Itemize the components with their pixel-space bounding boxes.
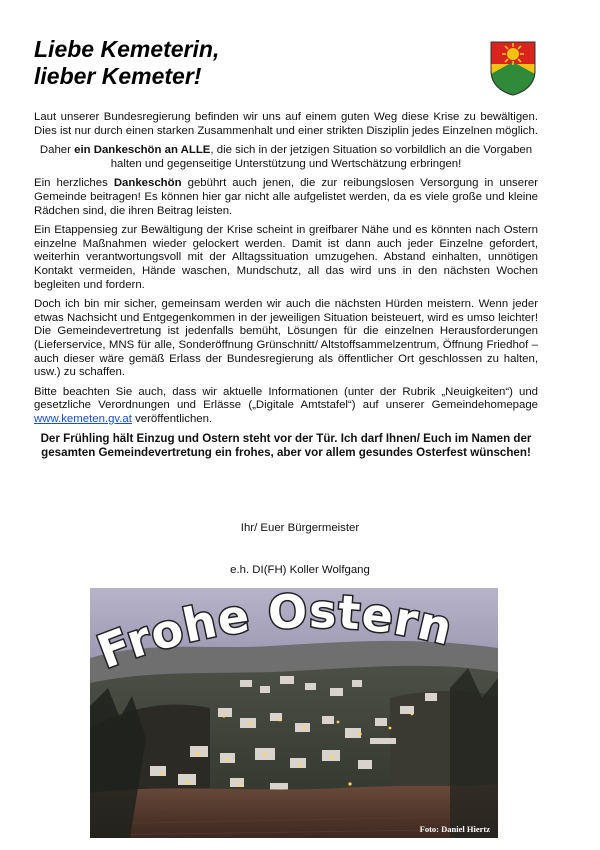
paragraph-2	[34, 144, 538, 171]
frohe-ostern-overlay: Frohe Ostern	[90, 588, 459, 680]
easter-greeting: Der Frühling hält Einzug und Ostern steht vor der Tür. Ich darf Ihnen/ Euch im Namen der gesamten Gemeindevertretung ein frohes, aber vor allem gesundes Osterfest wünschen!	[40, 432, 532, 460]
paragraph-3-intro: Ein herzliches	[34, 177, 114, 190]
municipal-coat-of-arms-icon	[489, 40, 537, 96]
heading-line-2: lieber Kemeter!	[34, 63, 202, 89]
paragraph-2-emphasis: ein Dankeschön an ALLE	[74, 144, 211, 157]
paragraph-3	[34, 177, 538, 218]
homepage-link[interactable]: www.kemeten.gv.at	[34, 412, 132, 425]
paragraph-2-rest: , die sich in der jetzigen Situation so vorbildlich an die Vorgaben halten und gegenseitige Unterstützung und Wertschätzung erbringen!	[110, 144, 533, 170]
photo-credit: Foto: Daniel Hiertz	[419, 824, 490, 834]
paragraph-6	[34, 386, 538, 427]
village-photo	[90, 588, 498, 838]
paragraph-5: Doch ich bin mir sicher, gemeinsam werden wir auch die nächsten Hürden meistern. Wenn jeder etwas Nachsicht und Entgegenkommen in der jeweiligen Situation beisteuert, wird es umso leichter! Die Gemeindevertretung ist jedenfalls bemüht, Lösungen für die einzelnen Herausforderungen (Lieferservice, MNS für alle, Sonderöffnung Grünschnitt/ Altstoffsammelzentrum, Öffnung Friedhof – auch dieser wäre gemäß Erlass der Bundesregierung als öffentlicher Ort geschlossen zu halten, usw.) zu schaffen.	[34, 298, 538, 379]
signature-role: Ihr/ Euer Bürgermeister	[240, 522, 360, 534]
village-night-scene	[90, 588, 498, 838]
paragraph-6-rest: veröffentlichen.	[131, 412, 213, 425]
paragraph-1: Laut unserer Bundesregierung befinden wir uns auf einem guten Weg diese Krise zu bewältigen. Dies ist nur durch einen starken Zusammenhalt und einer strikten Disziplin jedes Einzelnen möglich.	[34, 111, 538, 137]
letter-body	[34, 111, 538, 472]
signature-name: e.h. DI(FH) Koller Wolfgang	[230, 564, 370, 576]
paragraph-3-rest: gebührt auch jenen, die zur reibungslosen Versorgung in unserer Gemeinde beitragen! Es können hier gar nicht alle aufgelistet werden, da es viele große und kleine Rädchen sind, die ihren Beitrag leisten.	[34, 177, 538, 217]
paragraph-6-intro: Bitte beachten Sie auch, dass wir aktuelle Informationen (unter der Rubrik „Neuigkeiten“) und gesetzliche Verordnungen und Erlässe („Digitale Amtstafel“) auf unserer Gemeindehomepage	[34, 385, 538, 412]
paragraph-3-emphasis: Dankeschön	[113, 177, 182, 190]
heading-line-1: Liebe Kemeterin,	[34, 36, 220, 62]
paragraph-4: Ein Etappensieg zur Bewältigung der Krise scheint in greifbarer Nähe und es könnten nach Ostern einzelne Maßnahmen wieder gelockert werden. Damit ist dann auch jeder Einzelne gefordert, weiterhin verantwortungsvoll mit der Alltagssituation umzugehen. Abstand einhalten, unnötigen Kontakt vermeiden, Hände waschen, Mundschutz, all das wird uns in den nächsten Wochen begleiten und fordern.	[34, 224, 538, 291]
letter-heading	[34, 36, 219, 90]
paragraph-2-intro: Daher	[39, 144, 75, 157]
